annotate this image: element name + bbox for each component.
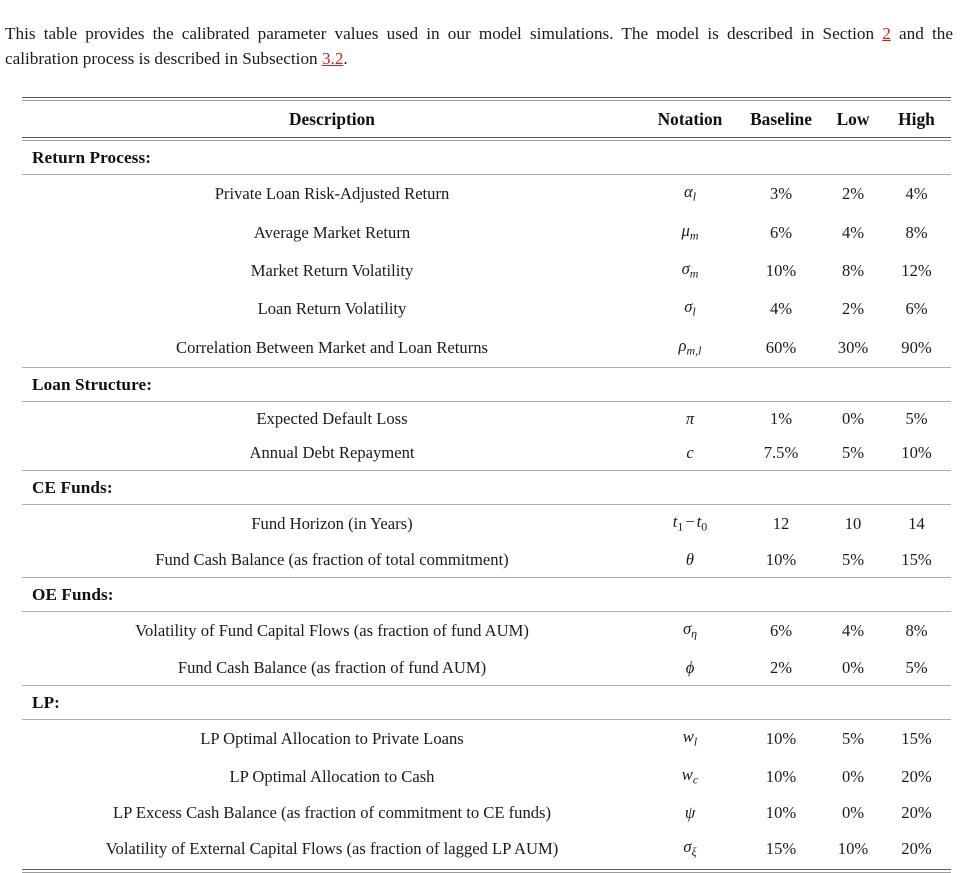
caption-text-3: .	[343, 49, 348, 69]
cell-notation: π	[685, 408, 695, 428]
cell-notation: $\rho_{m,l}$	[678, 335, 702, 357]
cell-low: 4%	[841, 222, 865, 242]
cell-baseline: 12	[772, 514, 790, 534]
cell-high: 90%	[901, 337, 932, 357]
cell-baseline: 10%	[765, 261, 797, 281]
cell-low: 30%	[837, 337, 869, 357]
cell-baseline: 3%	[769, 184, 793, 204]
cell-high: 5%	[905, 408, 928, 428]
section-label: Return Process:	[32, 148, 152, 168]
table-header-row	[22, 101, 951, 138]
cell-description: Market Return Volatility	[250, 261, 414, 281]
caption-text-1: This table provides the calibrated parameter values used in our model simulations. The model is described in Section	[5, 24, 883, 44]
cell-notation: c	[686, 442, 694, 462]
table-row	[22, 402, 951, 436]
section-label: Loan Structure:	[32, 374, 153, 394]
table-row	[22, 505, 951, 543]
document-page	[0, 17, 975, 859]
cell-baseline: 6%	[769, 222, 793, 242]
cell-low: 5%	[841, 550, 865, 570]
cell-notation: $\sigma_l$	[684, 297, 696, 319]
cell-low: 0%	[841, 803, 865, 823]
cell-notation: $\alpha_l$	[683, 182, 697, 204]
cell-description: Average Market Return	[253, 222, 411, 242]
caption-text-2: and the calibration process is described in Subsection	[5, 24, 953, 69]
cell-description: Private Loan Risk-Adjusted Return	[214, 184, 450, 204]
cell-notation: $\sigma_m$	[681, 258, 699, 281]
cell-low: 2%	[841, 299, 865, 319]
subsection-link-3-2[interactable]: 3.2	[321, 49, 344, 69]
cell-baseline: 2%	[769, 657, 793, 677]
cell-description: LP Optimal Allocation to Cash	[229, 767, 435, 787]
table-row	[22, 329, 951, 368]
cell-description: Expected Default Loss	[256, 408, 408, 428]
table-row	[22, 175, 951, 213]
table-row	[22, 612, 951, 650]
cell-low: 8%	[841, 261, 865, 281]
cell-notation: ψ	[684, 803, 696, 823]
cell-low: 5%	[841, 442, 865, 462]
cell-baseline: 1%	[769, 408, 793, 428]
cell-high: 8%	[905, 222, 928, 242]
parameters-table-wrap	[0, 97, 975, 872]
cell-high: 6%	[905, 299, 928, 319]
cell-description: Fund Cash Balance (as fraction of total commitment)	[155, 550, 509, 570]
table-row	[22, 796, 951, 830]
cell-low: 0%	[841, 767, 865, 787]
section-label: OE Funds:	[32, 585, 114, 605]
section-header-row	[22, 686, 951, 720]
table-row	[22, 252, 951, 290]
cell-baseline: 7.5%	[763, 442, 799, 462]
section-header-row	[22, 368, 951, 402]
cell-high: 12%	[901, 261, 932, 281]
table-caption	[0, 17, 975, 71]
cell-high: 8%	[905, 621, 928, 641]
section-header-row	[22, 471, 951, 505]
cell-high: 15%	[901, 550, 932, 570]
table-row	[22, 758, 951, 796]
table-row	[22, 651, 951, 686]
calibrated-parameters-table	[22, 97, 951, 872]
cell-high: 15%	[901, 728, 932, 748]
column-header-description: Description	[289, 109, 375, 130]
cell-low: 2%	[841, 184, 865, 204]
cell-low: 10	[844, 514, 862, 534]
cell-description: Annual Debt Repayment	[249, 442, 415, 462]
cell-notation: $\sigma_\xi$	[683, 837, 697, 859]
cell-description: Fund Cash Balance (as fraction of fund AUM)	[177, 657, 487, 677]
column-header-notation: Notation	[657, 109, 723, 130]
cell-description: Loan Return Volatility	[257, 299, 407, 319]
cell-high: 10%	[901, 442, 932, 462]
table-body	[22, 98, 951, 872]
cell-low: 5%	[841, 728, 865, 748]
cell-baseline: 10%	[765, 728, 797, 748]
cell-high: 20%	[901, 803, 932, 823]
cell-description: Correlation Between Market and Loan Returns	[176, 337, 488, 357]
cell-high: 20%	[901, 767, 932, 787]
cell-description: LP Excess Cash Balance (as fraction of commitment to CE funds)	[112, 803, 552, 823]
cell-notation: ϕ	[685, 657, 695, 677]
section-label: LP:	[32, 692, 60, 712]
column-header-low: Low	[836, 109, 870, 130]
cell-notation: $\sigma_\eta$	[682, 619, 698, 641]
cell-high: 20%	[901, 839, 932, 859]
cell-notation: $w_l$	[682, 726, 698, 748]
cell-baseline: 10%	[765, 767, 797, 787]
table-row	[22, 290, 951, 328]
section-header-row	[22, 141, 951, 175]
table-row	[22, 543, 951, 578]
table-row	[22, 720, 951, 758]
cell-low: 0%	[841, 408, 865, 428]
cell-baseline: 60%	[765, 337, 797, 357]
column-header-baseline: Baseline	[750, 109, 812, 130]
cell-baseline: 10%	[765, 550, 797, 570]
cell-notation: $w_c$	[681, 764, 699, 787]
table-row	[22, 214, 951, 252]
cell-baseline: 6%	[769, 621, 793, 641]
table-row	[22, 436, 951, 471]
cell-notation: $\mu_m$	[681, 220, 699, 242]
cell-high: 14	[908, 514, 925, 534]
cell-baseline: 4%	[769, 299, 793, 319]
column-header-high: High	[898, 109, 935, 130]
cell-description: Volatility of External Capital Flows (as fraction of lagged LP AUM)	[105, 839, 559, 859]
table-row	[22, 830, 951, 869]
cell-description: Fund Horizon (in Years)	[251, 514, 413, 534]
section-link-2[interactable]: 2	[882, 24, 891, 44]
cell-notation: θ	[685, 550, 695, 570]
cell-high: 4%	[905, 184, 928, 204]
cell-high: 5%	[905, 657, 928, 677]
cell-low: 0%	[841, 657, 865, 677]
section-label: CE Funds:	[32, 477, 113, 497]
cell-low: 4%	[841, 621, 865, 641]
cell-description: Volatility of Fund Capital Flows (as fraction of fund AUM)	[135, 621, 529, 641]
cell-low: 10%	[837, 839, 869, 859]
table-bottom-rule	[22, 869, 951, 872]
cell-baseline: 10%	[765, 803, 797, 823]
cell-notation: $t_1 - t_0$	[672, 511, 708, 534]
cell-baseline: 15%	[765, 839, 797, 859]
section-header-row	[22, 578, 951, 612]
cell-description: LP Optimal Allocation to Private Loans	[200, 728, 464, 748]
